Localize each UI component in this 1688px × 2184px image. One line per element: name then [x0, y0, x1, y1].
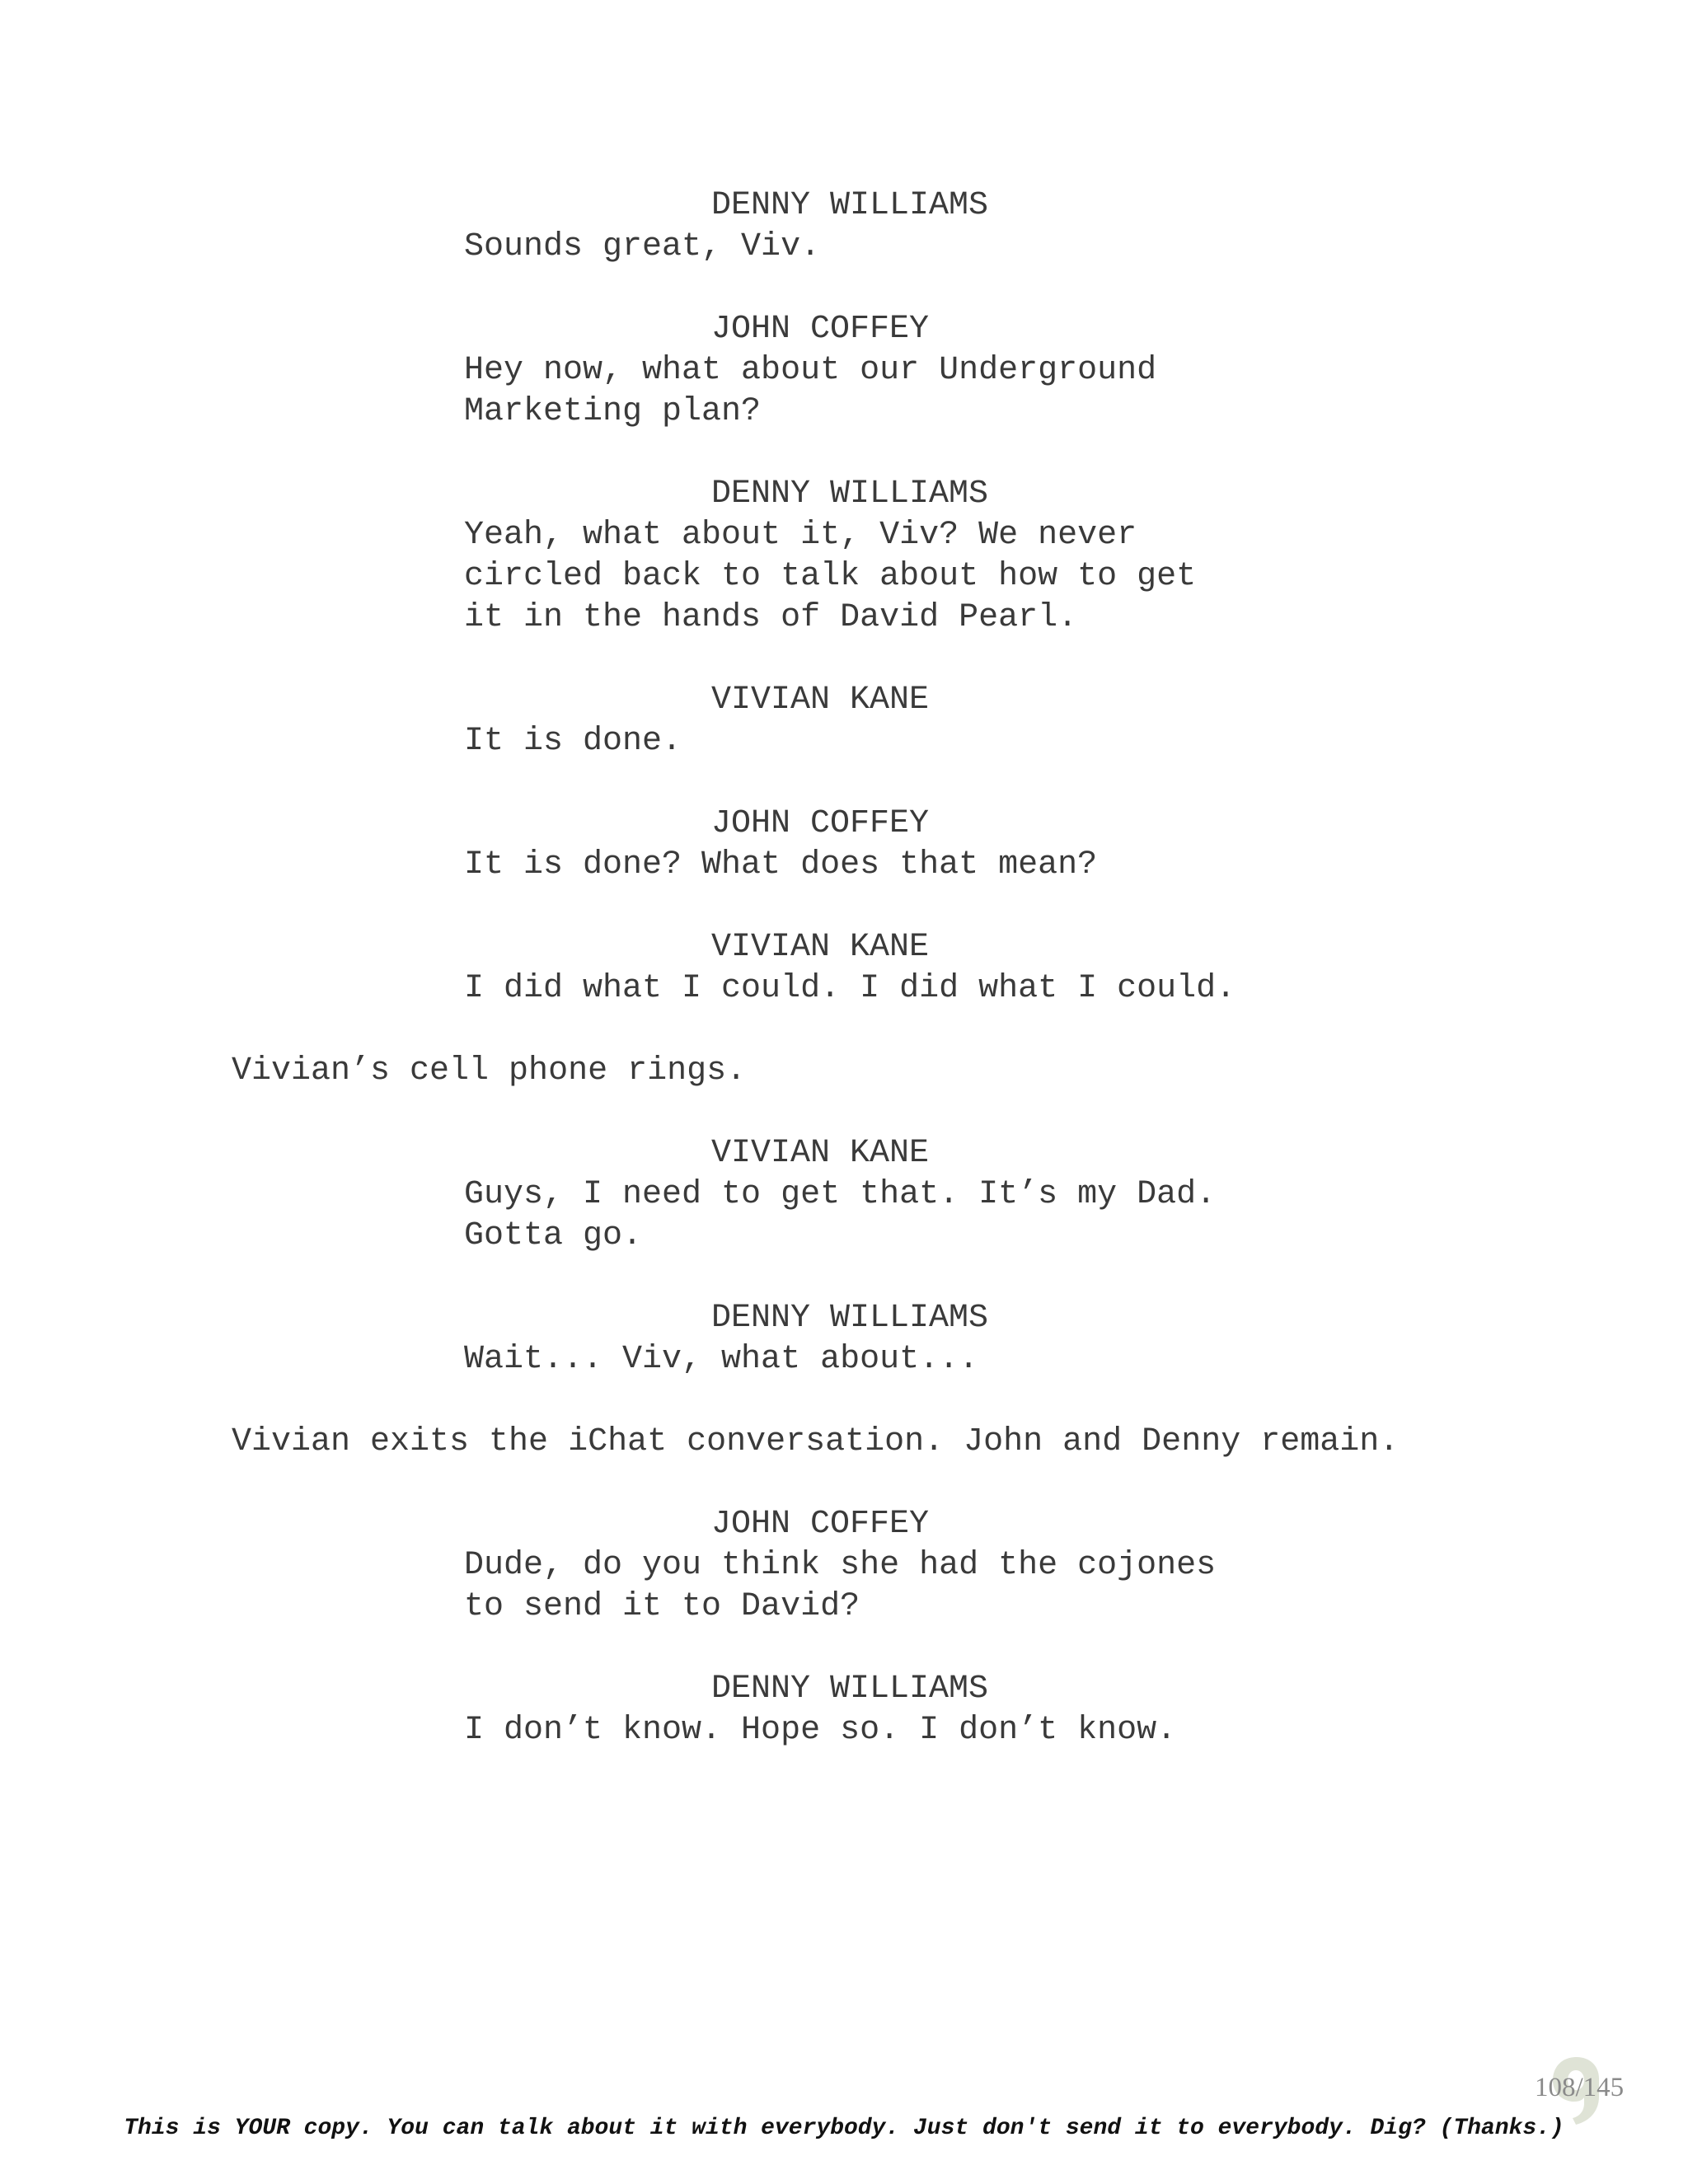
dialogue-line: I don’t know. Hope so. I don’t know.: [464, 1712, 1177, 1749]
character-name: DENNY WILLIAMS: [711, 187, 989, 224]
dialogue-line: Hey now, what about our Underground: [464, 352, 1157, 389]
dialogue-line: to send it to David?: [464, 1588, 860, 1625]
footer-notice: This is YOUR copy. You can talk about it with everybody. Just don't send it to everybody. Dig? (Thanks.): [124, 2116, 1564, 2141]
dialogue-line: Guys, I need to get that. It’s my Dad.: [464, 1176, 1217, 1213]
character-name: JOHN COFFEY: [711, 805, 930, 842]
dialogue-line: It is done? What does that mean?: [464, 846, 1098, 883]
character-name: JOHN COFFEY: [711, 311, 930, 348]
dialogue-line: it in the hands of David Pearl.: [464, 599, 1078, 636]
dialogue-line: Wait... Viv, what about...: [464, 1341, 979, 1378]
dialogue-line: Yeah, what about it, Viv? We never: [464, 517, 1137, 554]
dialogue-line: I did what I could. I did what I could.: [464, 970, 1236, 1007]
character-name: VIVIAN KANE: [711, 929, 930, 966]
character-name: DENNY WILLIAMS: [711, 1300, 989, 1337]
dialogue-line: Marketing plan?: [464, 393, 762, 430]
dialogue-line: circled back to talk about how to get: [464, 558, 1197, 595]
character-name: DENNY WILLIAMS: [711, 476, 989, 513]
action-line: Vivian’s cell phone rings.: [232, 1052, 747, 1090]
dialogue-line: Gotta go.: [464, 1217, 643, 1254]
dialogue-line: Dude, do you think she had the cojones: [464, 1547, 1217, 1584]
character-name: DENNY WILLIAMS: [711, 1671, 989, 1708]
character-name: JOHN COFFEY: [711, 1506, 930, 1543]
action-line: Vivian exits the iChat conversation. John and Denny remain.: [232, 1423, 1400, 1460]
character-name: VIVIAN KANE: [711, 682, 930, 719]
page-number: 108/145: [1535, 2073, 1625, 2102]
dialogue-line: Sounds great, Viv.: [464, 228, 821, 265]
dialogue-line: It is done.: [464, 723, 682, 760]
character-name: VIVIAN KANE: [711, 1135, 930, 1172]
